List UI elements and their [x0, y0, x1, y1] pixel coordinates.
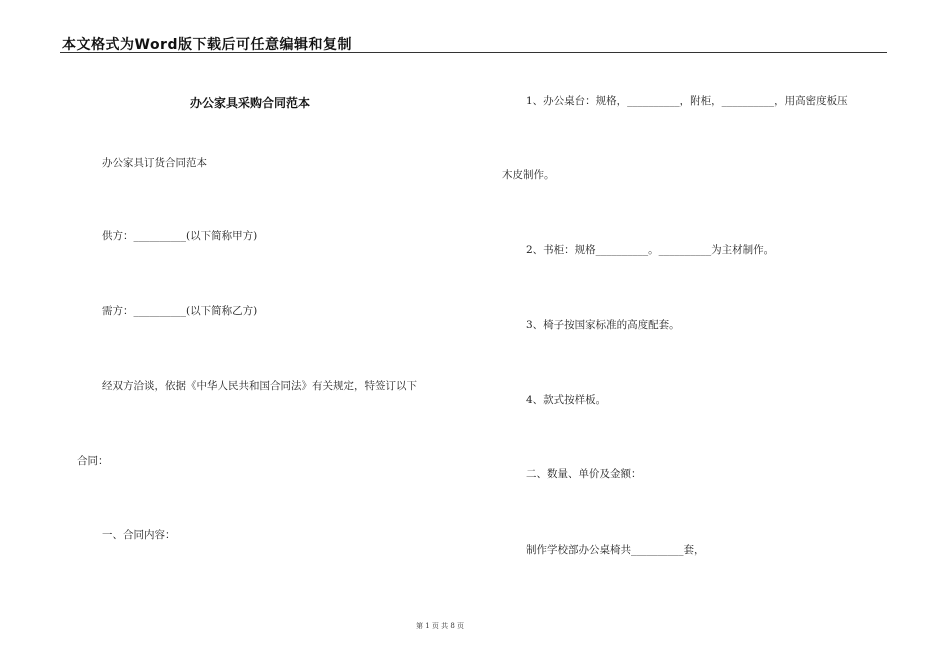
document-title: 办公家具采购合同范本: [190, 96, 311, 110]
left-line-2: 供方：__________(以下简称甲方): [102, 230, 258, 242]
right-line-5: 4、款式按样板。: [526, 394, 607, 406]
left-line-6: 一、合同内容：: [102, 529, 176, 541]
document-header: 本文格式为Word版下载后可任意编辑和复制: [62, 37, 352, 53]
right-line-4: 3、椅子按国家标准的高度配套。: [526, 319, 680, 331]
right-line-6: 二、数量、单价及金额：: [526, 468, 642, 480]
right-line-3: 2、书柜：规格__________。__________为主材制作。: [526, 244, 775, 256]
left-line-3: 需方：__________(以下简称乙方): [102, 305, 258, 317]
right-line-1: 1、办公桌台：规格，__________，附柜，__________，用高密度板压: [526, 95, 848, 107]
left-line-5: 合同：: [77, 455, 109, 467]
left-line-4: 经双方洽谈，依据《中华人民共和国合同法》有关规定，特签订以下: [102, 380, 417, 392]
right-line-2: 木皮制作。: [502, 169, 555, 181]
right-line-7: 制作学校部办公桌椅共__________套，: [526, 544, 705, 556]
left-line-1: 办公家具订货合同范本: [102, 157, 207, 169]
page-number: 第 1 页 共 8 页: [416, 622, 465, 630]
header-divider: [60, 52, 887, 53]
